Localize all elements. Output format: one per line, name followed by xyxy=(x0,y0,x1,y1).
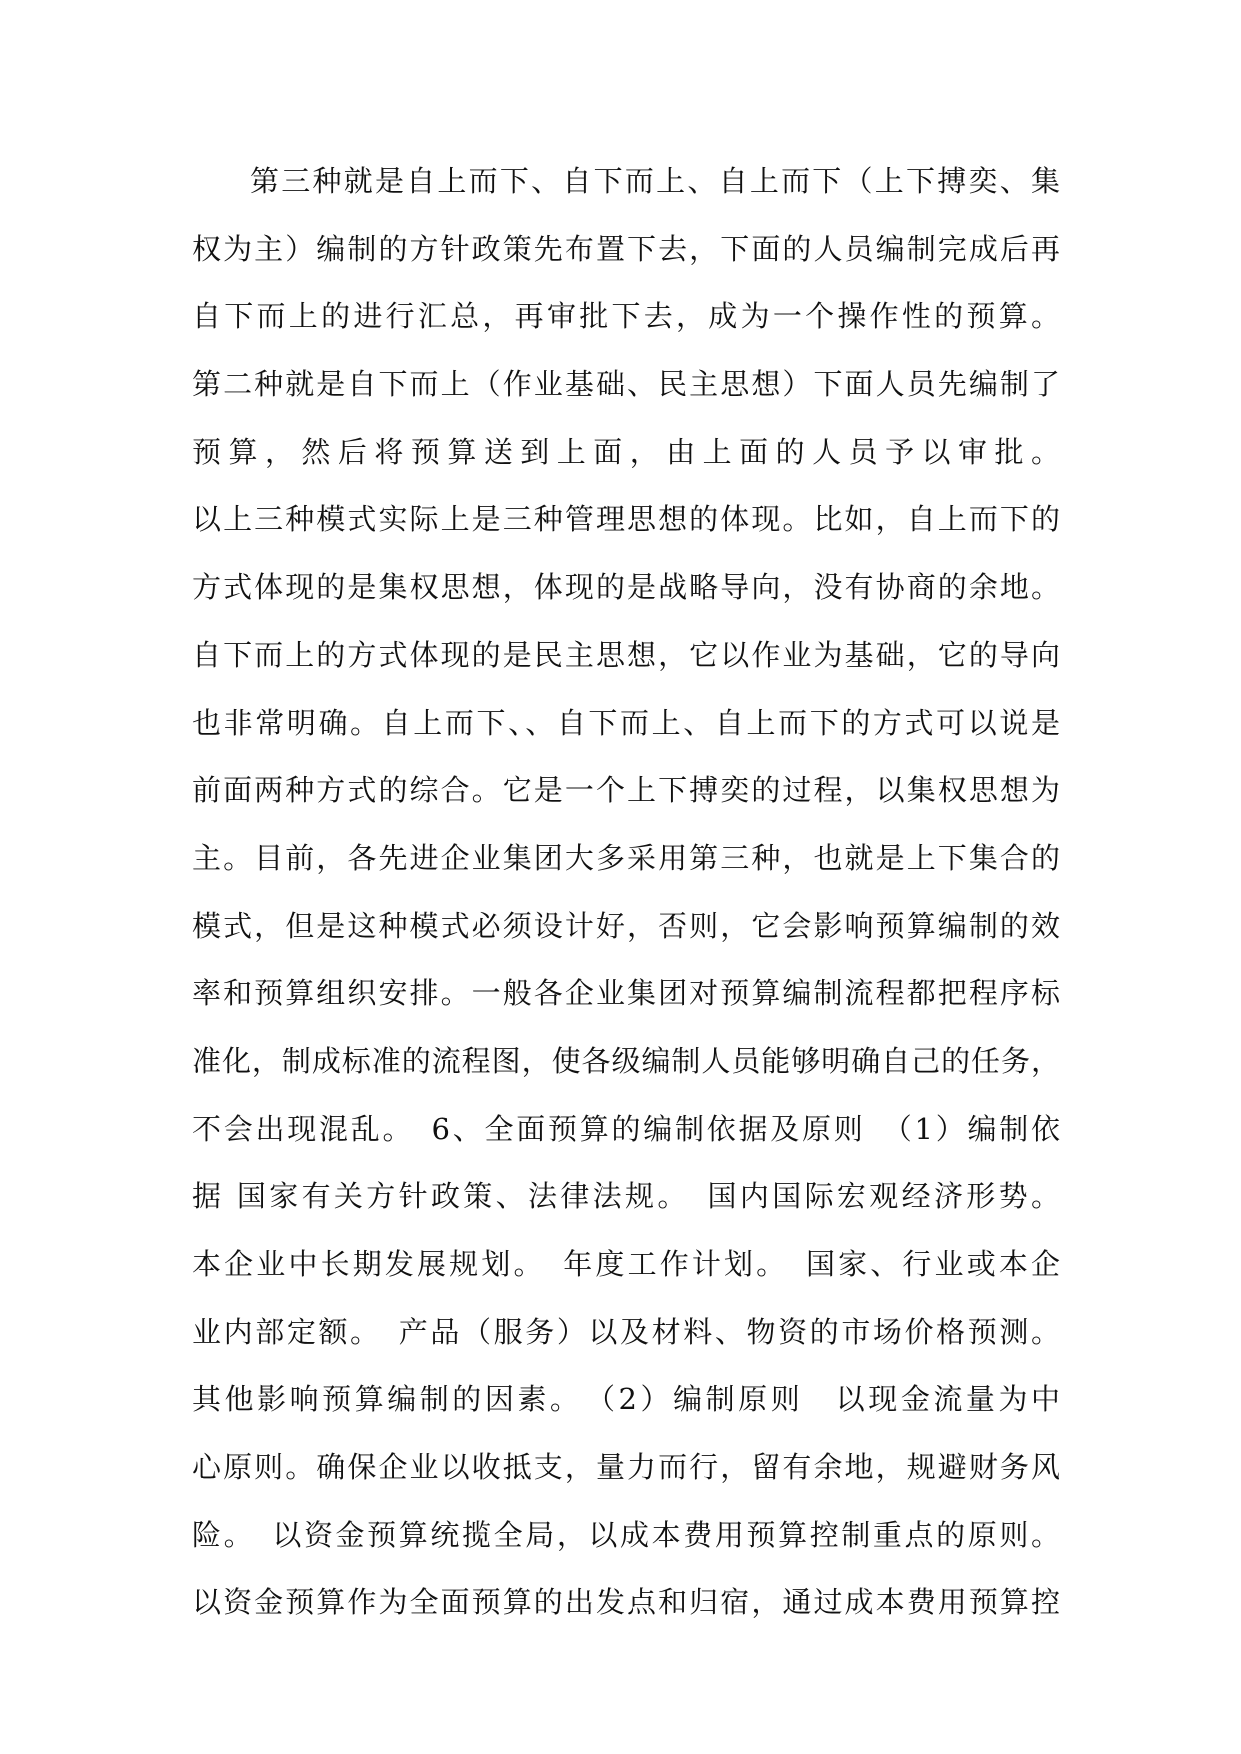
text-line: 以上三种模式实际上是三种管理思想的体现。比如，自上而下的 xyxy=(192,502,1060,537)
text-line: 业内部定额。 产品（服务）以及材料、物资的市场价格预测。 xyxy=(192,1314,1060,1349)
text-line: 第二种就是自下而上（作业基础、民主思想）下面人员先编制了 xyxy=(192,367,1060,402)
text-line: 本企业中长期发展规划。 年度工作计划。 国家、行业或本企 xyxy=(192,1247,1060,1281)
text-line: 权为主）编制的方针政策先布置下去，下面的人员编制完成后再 xyxy=(192,231,1060,266)
text-line: 自下而上的进行汇总，再审批下去，成为一个操作性的预算。 xyxy=(192,299,1060,334)
text-line: 率和预算组织安排。一般各企业集团对预算编制流程都把程序标 xyxy=(192,976,1060,1011)
text-line: 以资金预算作为全面预算的出发点和归宿，通过成本费用预算控 xyxy=(192,1585,1060,1620)
text-line: 也非常明确。自上而下、、自下而上、自上而下的方式可以说是 xyxy=(192,705,1060,740)
text-line: 前面两种方式的综合。它是一个上下搏奕的过程，以集权思想为 xyxy=(192,773,1060,808)
text-line: 方式体现的是集权思想，体现的是战略导向，没有协商的余地。 xyxy=(192,570,1060,605)
text-line: 心原则。确保企业以收抵支，量力而行，留有余地，规避财务风 xyxy=(192,1450,1060,1485)
text-line: 自下而上的方式体现的是民主思想，它以作业为基础，它的导向 xyxy=(192,637,1060,672)
text-line: 预算，然后将预算送到上面，由上面的人员予以审批。 xyxy=(192,434,1060,469)
text-line: 准化，制成标准的流程图，使各级编制人员能够明确自己的任务， xyxy=(192,1043,1060,1078)
text-line: 据 国家有关方针政策、法律法规。 国内国际宏观经济形势。 xyxy=(192,1179,1060,1214)
text-line: 主。目前，各先进企业集团大多采用第三种，也就是上下集合的 xyxy=(192,840,1060,875)
text-line: 第三种就是自上而下、自下而上、自上而下（上下搏奕、集 xyxy=(250,164,1060,198)
text-line: 其他影响预算编制的因素。 （2）编制原则 以现金流量为中 xyxy=(192,1382,1060,1417)
body-paragraph xyxy=(192,157,1060,1646)
text-line: 模式，但是这种模式必须设计好，否则，它会影响预算编制的效 xyxy=(192,908,1060,943)
text-line: 不会出现混乱。 6、全面预算的编制依据及原则 （1）编制依 xyxy=(192,1111,1060,1146)
text-line: 险。 以资金预算统揽全局，以成本费用预算控制重点的原则。 xyxy=(192,1517,1060,1552)
